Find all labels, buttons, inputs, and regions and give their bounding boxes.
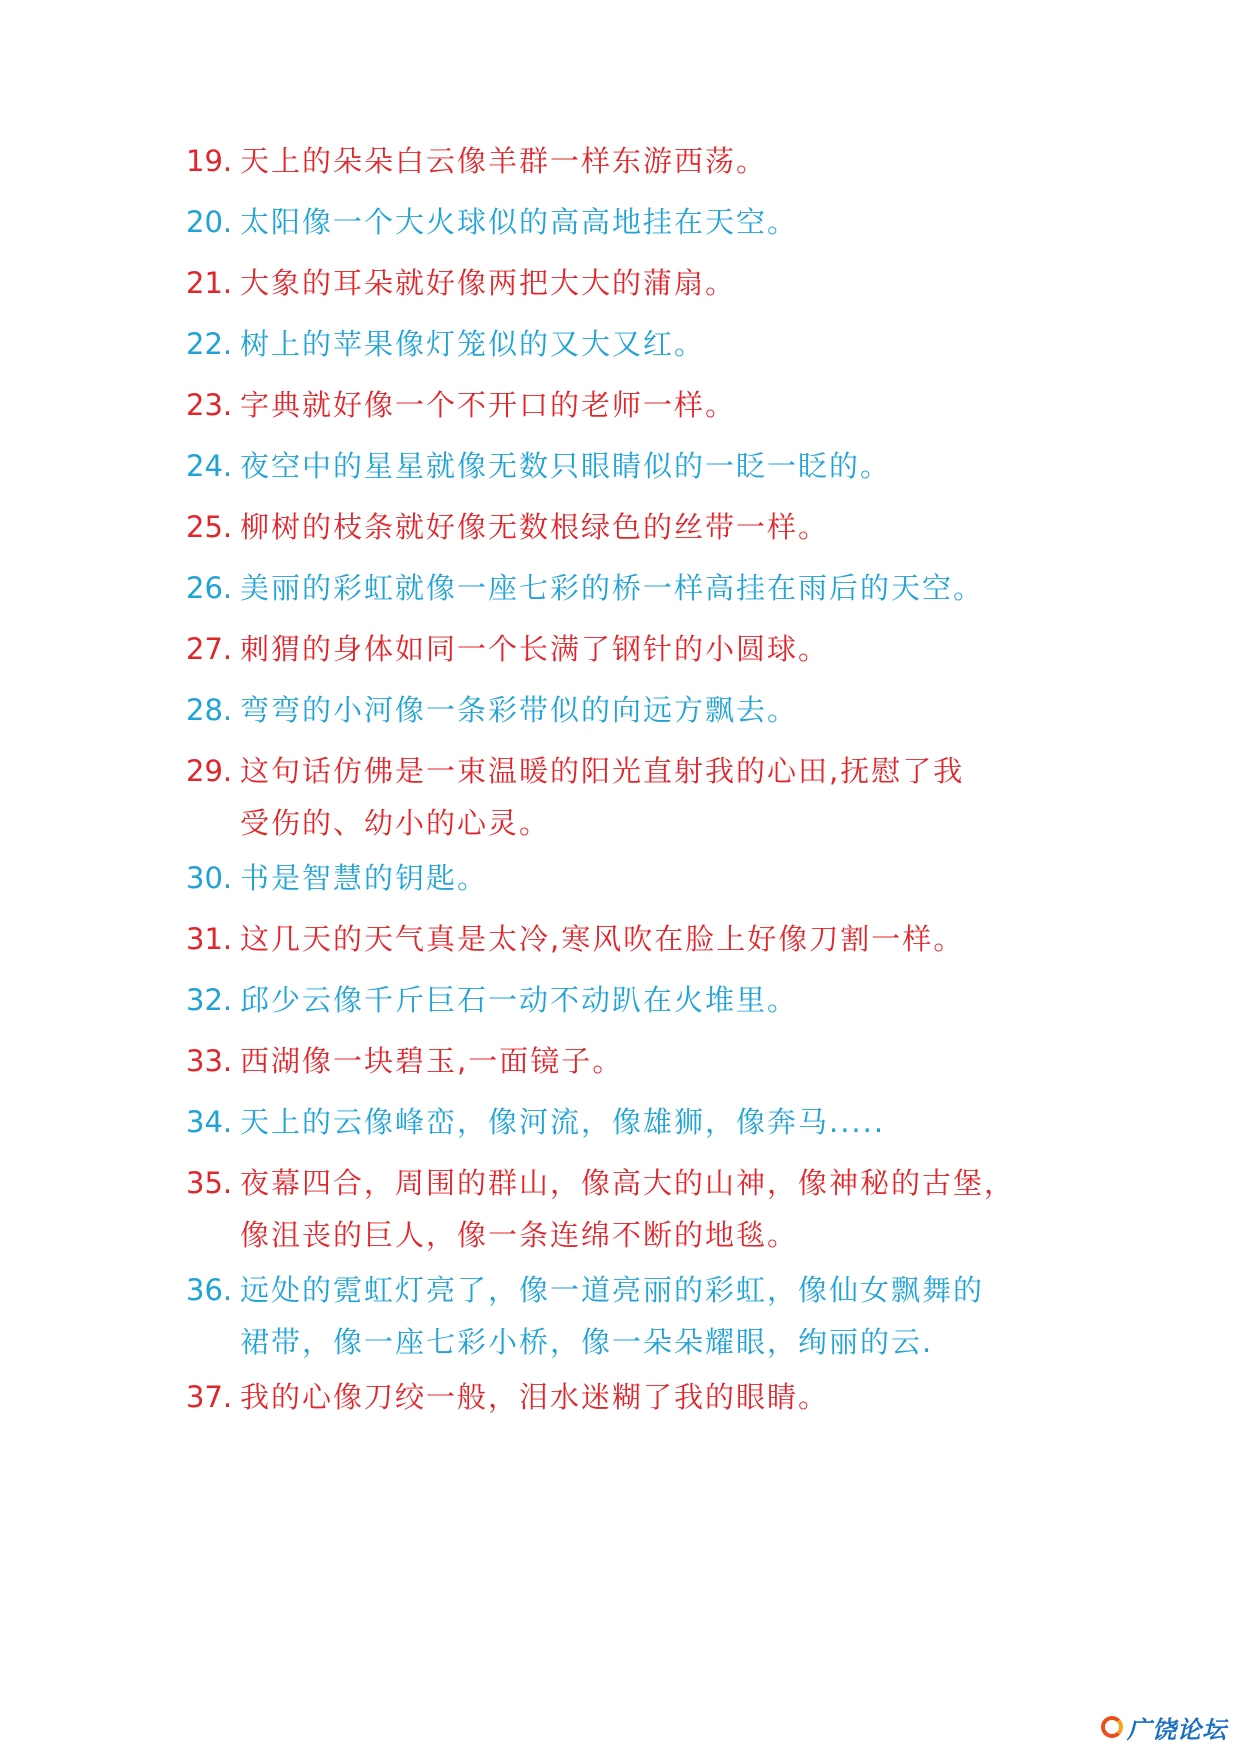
sentence-number: 21. [186,266,233,300]
sentence-27 [186,623,1066,675]
sentence-number: 30. [186,861,233,895]
sentence-text: 远处的霓虹灯亮了，像一道亮丽的彩虹，像仙女飘舞的 [240,1273,985,1307]
sentence-text: 字典就好像一个不开口的老师一样。 [240,388,737,422]
sentence-number: 19. [186,144,233,178]
sentence-text: 大象的耳朵就好像两把大大的蒲扇。 [240,266,737,300]
sentence-31 [186,913,1066,965]
sentence-25 [186,501,1066,553]
sentence-29 [186,745,1066,849]
sentence-number: 27. [186,632,233,666]
sentence-text: 柳树的枝条就好像无数根绿色的丝带一样。 [240,510,830,544]
sentence-30 [186,852,1066,904]
sentence-number: 26. [186,571,233,605]
sentence-text: 这句话仿佛是一束温暖的阳光直射我的心田,抚慰了我 [240,754,965,788]
sentence-number: 35. [186,1166,233,1200]
sentence-21 [186,257,1066,309]
sentence-number: 36. [186,1273,233,1307]
sentence-text: 树上的苹果像灯笼似的又大又红。 [240,327,706,361]
sentence-36 [186,1264,1066,1368]
sentence-text: 西湖像一块碧玉,一面镜子。 [240,1044,624,1078]
watermark-text: 广饶论坛 [1127,1715,1227,1744]
sentence-32 [186,974,1066,1026]
sentence-text: 夜空中的星星就像无数只眼睛似的一眨一眨的。 [240,449,892,483]
sentence-number: 22. [186,327,233,361]
sentence-number: 37. [186,1380,233,1414]
sentence-text: 天上的云像峰峦，像河流，像雄狮，像奔马..... [240,1105,886,1139]
sentence-text: 夜幕四合，周围的群山，像高大的山神，像神秘的古堡， [240,1166,1016,1200]
sentence-text: 书是智慧的钥匙。 [240,861,489,895]
watermark [1101,1710,1227,1744]
sentence-text-continued: 受伤的、幼小的心灵。 [240,806,551,840]
sentence-number: 31. [186,922,233,956]
sentence-text-continued: 裙带，像一座七彩小桥，像一朵朵耀眼，绚丽的云. [240,1325,934,1359]
sentence-34 [186,1096,1066,1148]
sentence-number: 32. [186,983,233,1017]
sentence-text: 我的心像刀绞一般，泪水迷糊了我的眼睛。 [240,1380,830,1414]
sentence-text: 太阳像一个大火球似的高高地挂在天空。 [240,205,799,239]
sentence-20 [186,196,1066,248]
sentence-number: 28. [186,693,233,727]
sentence-text: 美丽的彩虹就像一座七彩的桥一样高挂在雨后的天空。 [240,571,985,605]
sentence-number: 34. [186,1105,233,1139]
gr-logo-icon [1101,1716,1123,1738]
sentence-23 [186,379,1066,431]
sentence-number: 25. [186,510,233,544]
sentence-26 [186,562,1066,614]
sentence-text: 弯弯的小河像一条彩带似的向远方飘去。 [240,693,799,727]
sentence-number: 29. [186,754,233,788]
sentence-35 [186,1157,1066,1261]
sentence-text: 这几天的天气真是太冷,寒风吹在脸上好像刀割一样。 [240,922,965,956]
sentence-33 [186,1035,1066,1087]
sentence-37 [186,1371,1066,1423]
sentence-number: 24. [186,449,233,483]
sentence-text: 邱少云像千斤巨石一动不动趴在火堆里。 [240,983,799,1017]
sentence-24 [186,440,1066,492]
sentence-28 [186,684,1066,736]
sentence-text: 刺猬的身体如同一个长满了钢针的小圆球。 [240,632,830,666]
sentence-number: 23. [186,388,233,422]
sentence-number: 33. [186,1044,233,1078]
sentence-text-continued: 像沮丧的巨人，像一条连绵不断的地毯。 [240,1218,799,1252]
sentence-22 [186,318,1066,370]
sentence-text: 天上的朵朵白云像羊群一样东游西荡。 [240,144,768,178]
sentence-19 [186,135,1066,187]
sentence-number: 20. [186,205,233,239]
